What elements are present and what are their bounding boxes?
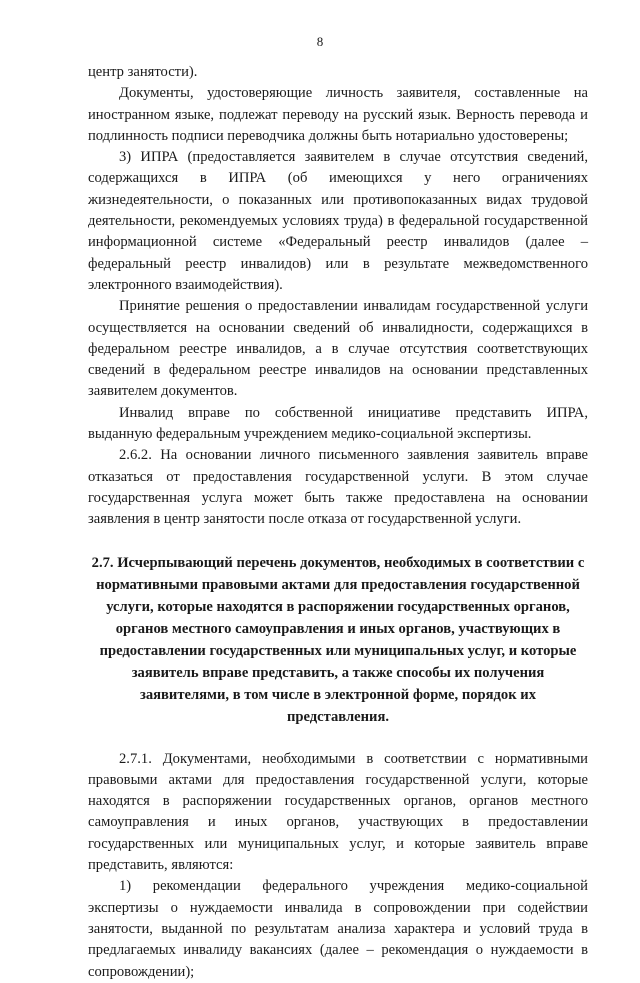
paragraph: 1) рекомендации федерального учреждения медико-социальной экспертизы о нуждаемости инвалида в сопровождении при содействии занятости, выданной по результатам анализа характера и условий труда в предлагаемых инвалиду вакансиях (далее – рекомендация о нуждаемости в сопровождении); (88, 878, 588, 980)
paragraph: 3) ИПРА (предоставляется заявителем в случае отсутствия сведений, содержащихся в ИПРА (об имеющихся у него ограничениях жизнедеятельности, о показанных или противопоказанных видах трудовой деятельности, рекомендуемых условиях труда) в федеральной государственной информационной системе «Федеральный реестр инвалидов (далее – федеральный реестр инвалидов) или в результате межведомственного электронного взаимодействия). (88, 149, 588, 293)
document-body (88, 62, 588, 983)
paragraph: центр занятости). (88, 64, 198, 80)
paragraph: Принятие решения о предоставлении инвалидам государственной услуги осуществляется на основании сведений об инвалидности, содержащихся в федеральном реестре инвалидов, а в случае отсутствия соответствующих сведений в федеральном реестре инвалидов на основании представленных заявителем документов. (88, 298, 588, 400)
section-heading: 2.7. Исчерпывающий перечень документов, необходимых в соответствии с нормативными правовыми актами для предоставления государственной услуги, которые находятся в распоряжении государственных органов, органов местного самоуправления и иных органов, участвующих в предоставлении государственных или муниципальных услуг, и которые заявитель вправе представить, а также способы их получения заявителями, в том числе в электронной форме, порядок их представления. (91, 554, 585, 725)
page-number: 8 (316, 34, 324, 49)
paragraph: 2.6.2. На основании личного письменного заявления заявитель вправе отказаться от предоставления государственной услуги. В этом случае государственная услуга может быть также предоставлена на основании заявления в центр занятости после отказа от государственной услуги. (88, 447, 588, 528)
paragraph: Документы, удостоверяющие личность заявителя, составленные на иностранном языке, подлежат переводу на русский язык. Верность перевода и подлинность подписи переводчика должны быть нотариально удостоверены; (88, 85, 588, 144)
paragraph: Инвалид вправе по собственной инициативе представить ИПРА, выданную федеральным учреждением медико-социальной экспертизы. (88, 404, 588, 443)
paragraph: 2.7.1. Документами, необходимыми в соответствии с нормативными правовыми актами для предоставления государственной услуги, которые находятся в распоряжении государственных органов, органов местного самоуправления и иных органов, участвующих в предоставлении государственных или муниципальных услуг, и которые заявитель вправе представить, являются: (88, 750, 588, 874)
